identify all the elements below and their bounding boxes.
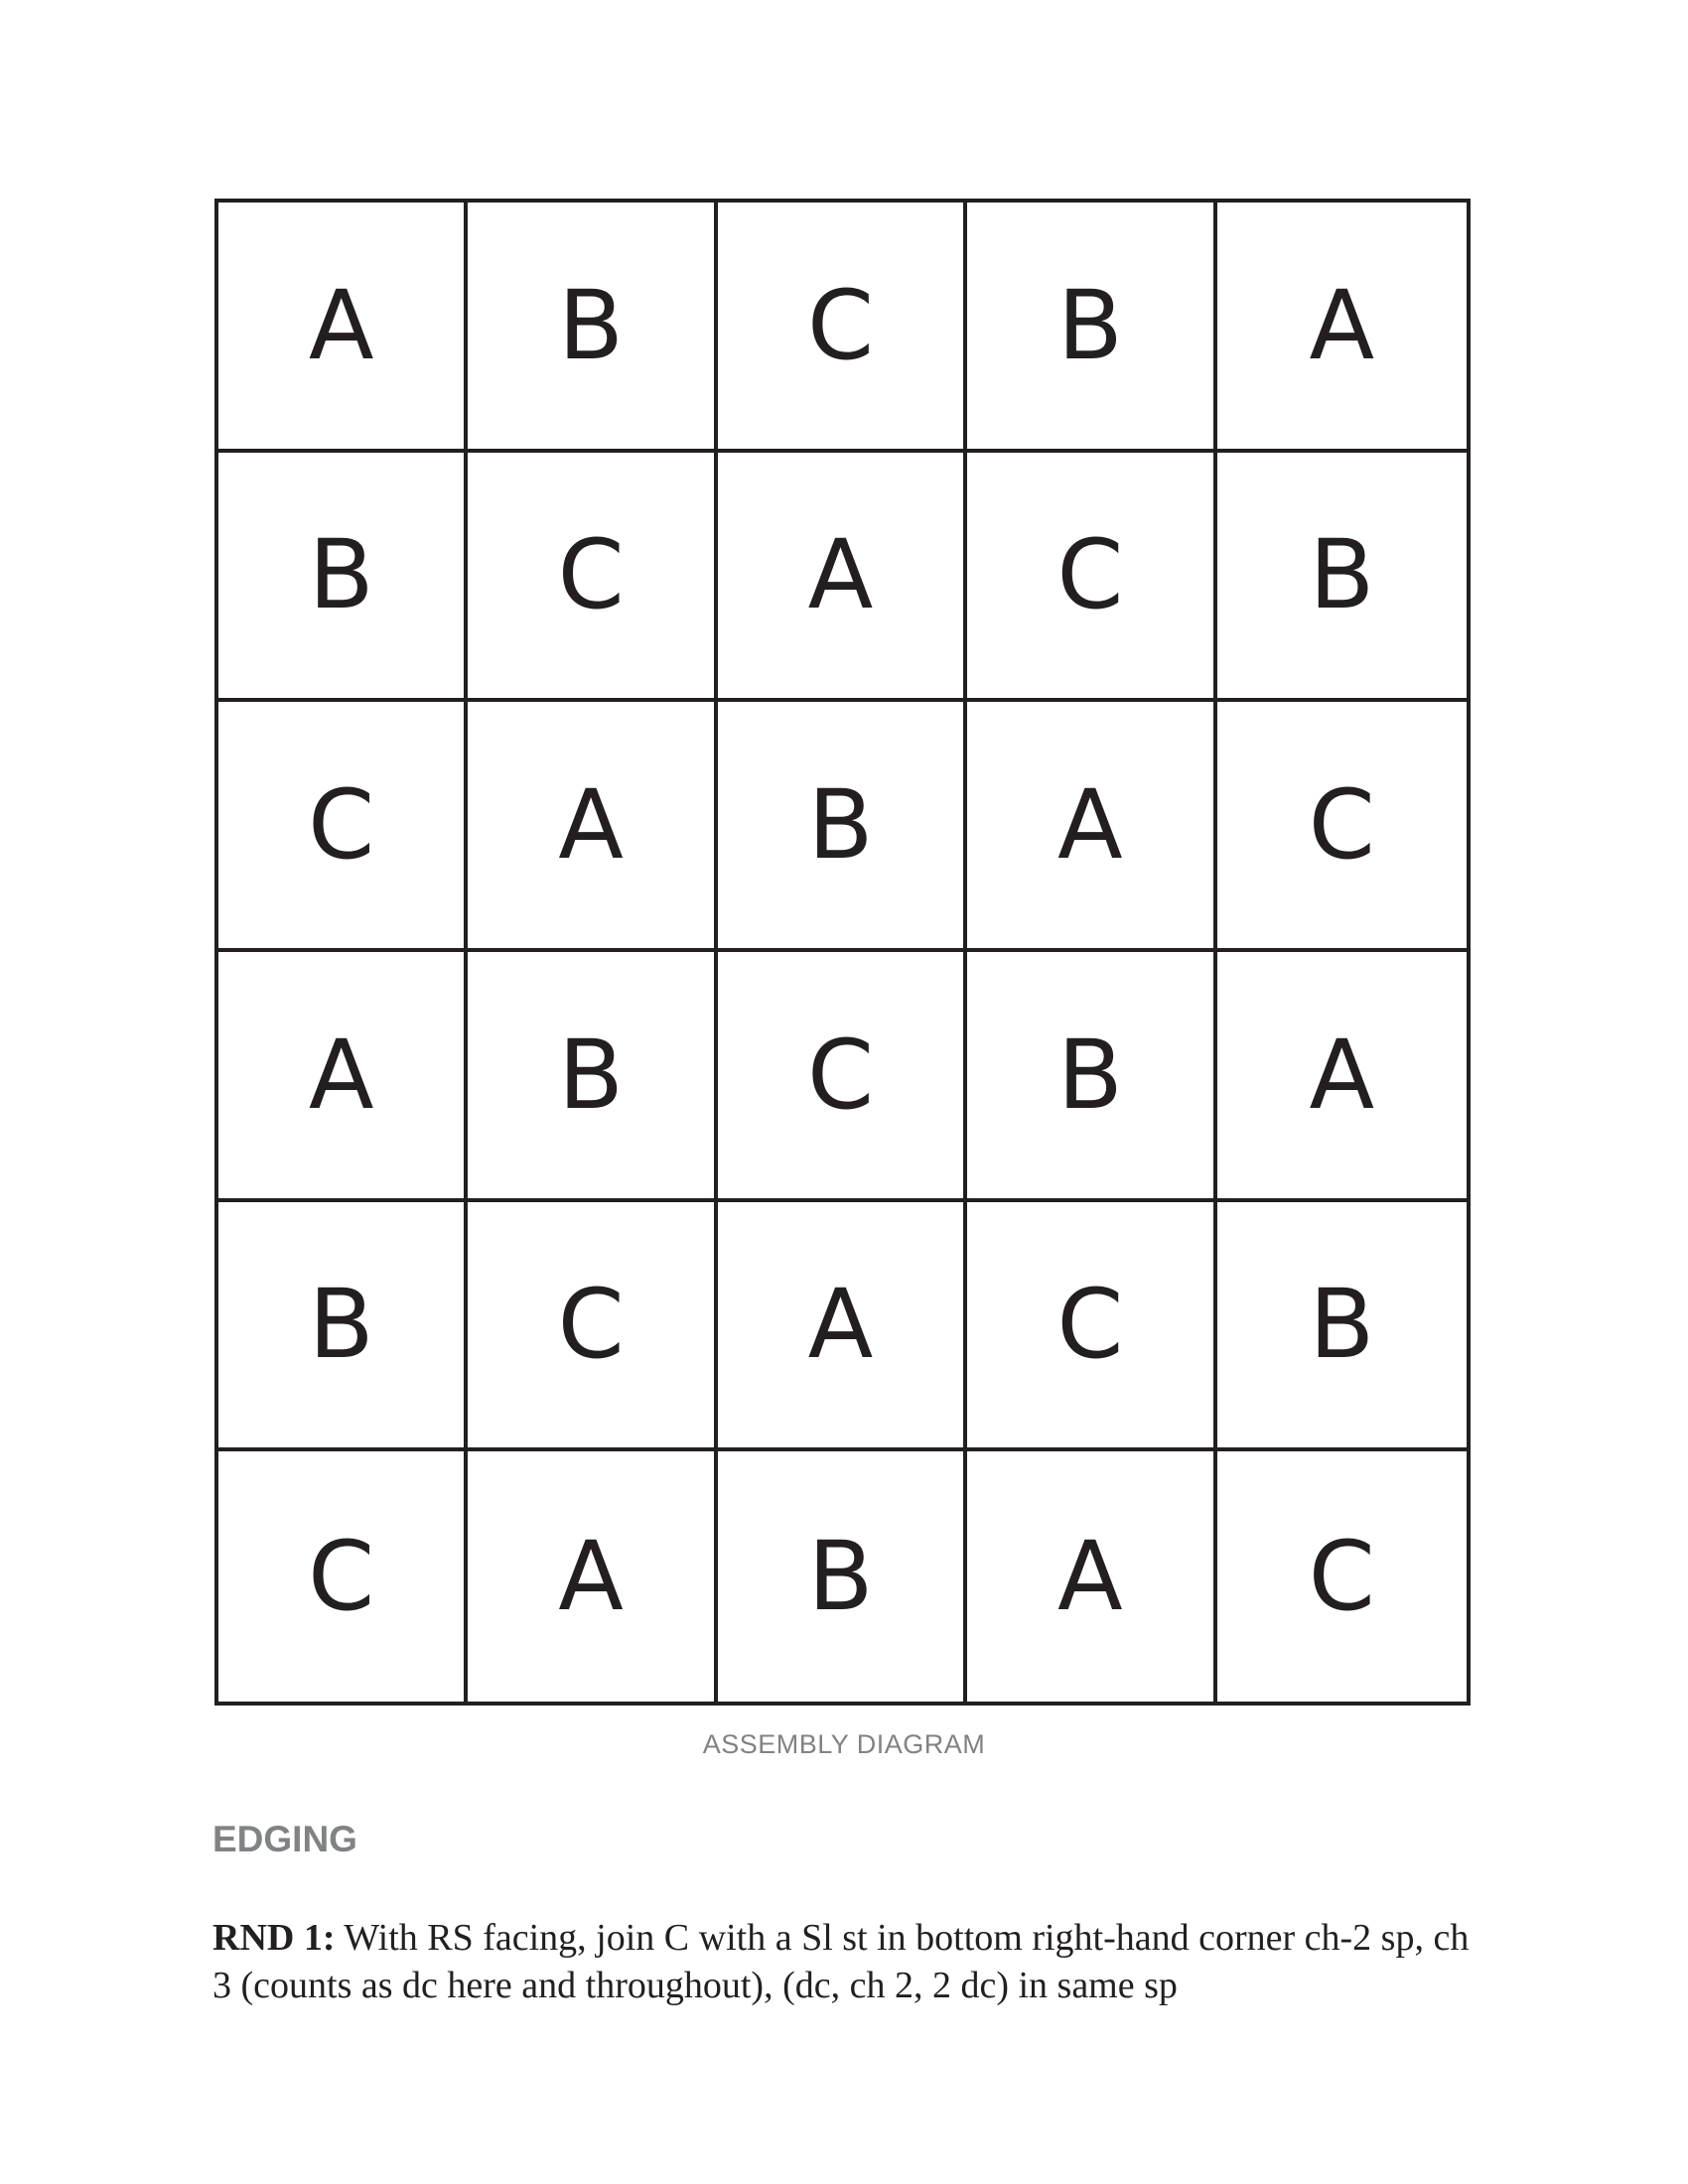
diagram-cell: B — [967, 203, 1216, 453]
diagram-cell: A — [218, 203, 468, 453]
diagram-cell: C — [718, 952, 967, 1202]
round-label: RND 1: — [212, 1917, 336, 1959]
diagram-cell: A — [718, 1202, 967, 1452]
section-heading-edging: EDGING — [212, 1819, 357, 1859]
diagram-cell: C — [468, 453, 717, 703]
diagram-cell: B — [218, 1202, 468, 1452]
diagram-cell: A — [967, 702, 1216, 952]
diagram-cell: B — [218, 453, 468, 703]
diagram-cell: C — [967, 453, 1216, 703]
diagram-cell: B — [718, 1451, 967, 1702]
diagram-cell: B — [468, 952, 717, 1202]
diagram-cell: B — [1217, 1202, 1467, 1452]
round-1-instructions — [212, 1914, 1493, 2009]
diagram-cell: A — [1217, 203, 1467, 453]
diagram-cell: B — [967, 952, 1216, 1202]
diagram-cell: A — [468, 1451, 717, 1702]
assembly-diagram-grid — [214, 199, 1471, 1706]
diagram-cell: C — [468, 1202, 717, 1452]
round-text: With RS facing, join C with a Sl st in bottom right-hand corner ch-2 sp, ch 3 (counts as dc here and throughout), (dc, ch 2, 2 dc) in same sp — [212, 1917, 1470, 2006]
diagram-cell: B — [718, 702, 967, 952]
diagram-cell: C — [718, 203, 967, 453]
diagram-cell: C — [218, 702, 468, 952]
diagram-cell: A — [967, 1451, 1216, 1702]
diagram-cell: A — [1217, 952, 1467, 1202]
diagram-cell: A — [218, 952, 468, 1202]
diagram-cell: C — [1217, 702, 1467, 952]
diagram-cell: A — [468, 702, 717, 952]
diagram-caption: ASSEMBLY DIAGRAM — [702, 1729, 986, 1759]
diagram-cell: B — [468, 203, 717, 453]
diagram-cell: C — [1308, 1521, 1375, 1633]
diagram-cell: B — [1217, 453, 1467, 703]
diagram-cell: C — [967, 1202, 1216, 1452]
diagram-cell: C — [218, 1451, 468, 1702]
diagram-cell: A — [718, 453, 967, 703]
